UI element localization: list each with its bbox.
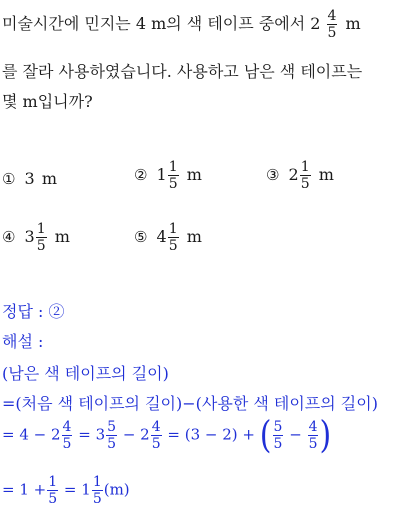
open-paren: (: [259, 413, 272, 457]
option-marker: ⑤: [134, 228, 148, 246]
explanation-line-4: = 1 + $\frac{1}{5}$ = 1 $\frac{1}{5}$ (m): [2, 474, 130, 507]
option-3[interactable]: ③ 2 $\frac{1}{5}$ m: [266, 159, 334, 192]
option-marker: ①: [2, 170, 16, 188]
option-marker: ④: [2, 228, 16, 246]
option-marker: ②: [134, 166, 148, 184]
option-marker: ③: [266, 166, 280, 184]
close-paren: ): [319, 413, 332, 457]
explanation-line-2: =(처음 색 테이프의 길이)−(사용한 색 테이프의 길이): [2, 394, 378, 413]
option-1[interactable]: ① 3 m: [2, 169, 57, 188]
question-unit: m: [345, 14, 361, 33]
question-line-2: 를 잘라 사용하였습니다. 사용하고 남은 색 테이프는: [2, 62, 363, 81]
option-2[interactable]: ② 1 $\frac{1}{5}$ m: [134, 159, 202, 192]
explanation-line-1: (남은 색 테이프의 길이): [2, 364, 169, 383]
answer-label: 정답 : ②: [2, 302, 65, 321]
option-5[interactable]: ⑤ 4 $\frac{1}{5}$ m: [134, 221, 202, 254]
question-line-1: [2, 9, 363, 40]
question-line-3: 몇 m입니까?: [2, 92, 93, 111]
question-text-1: 미술시간에 민지는 4 m의 색 테이프 중에서 2: [2, 14, 321, 33]
explanation-line-3: = 4 − 2 $\frac{4}{5}$ = 3 $\frac{5}{5}$ − 2 $\frac{4}{5}$ = (3 − 2) + ( $\frac{5}{5}$ − $\frac{4}{5}$ ): [2, 413, 332, 457]
option-4[interactable]: ④ 3 $\frac{1}{5}$ m: [2, 221, 70, 254]
question-fraction: $\frac{4}{5}$: [327, 8, 337, 41]
explanation-label: 해설 :: [2, 332, 44, 351]
